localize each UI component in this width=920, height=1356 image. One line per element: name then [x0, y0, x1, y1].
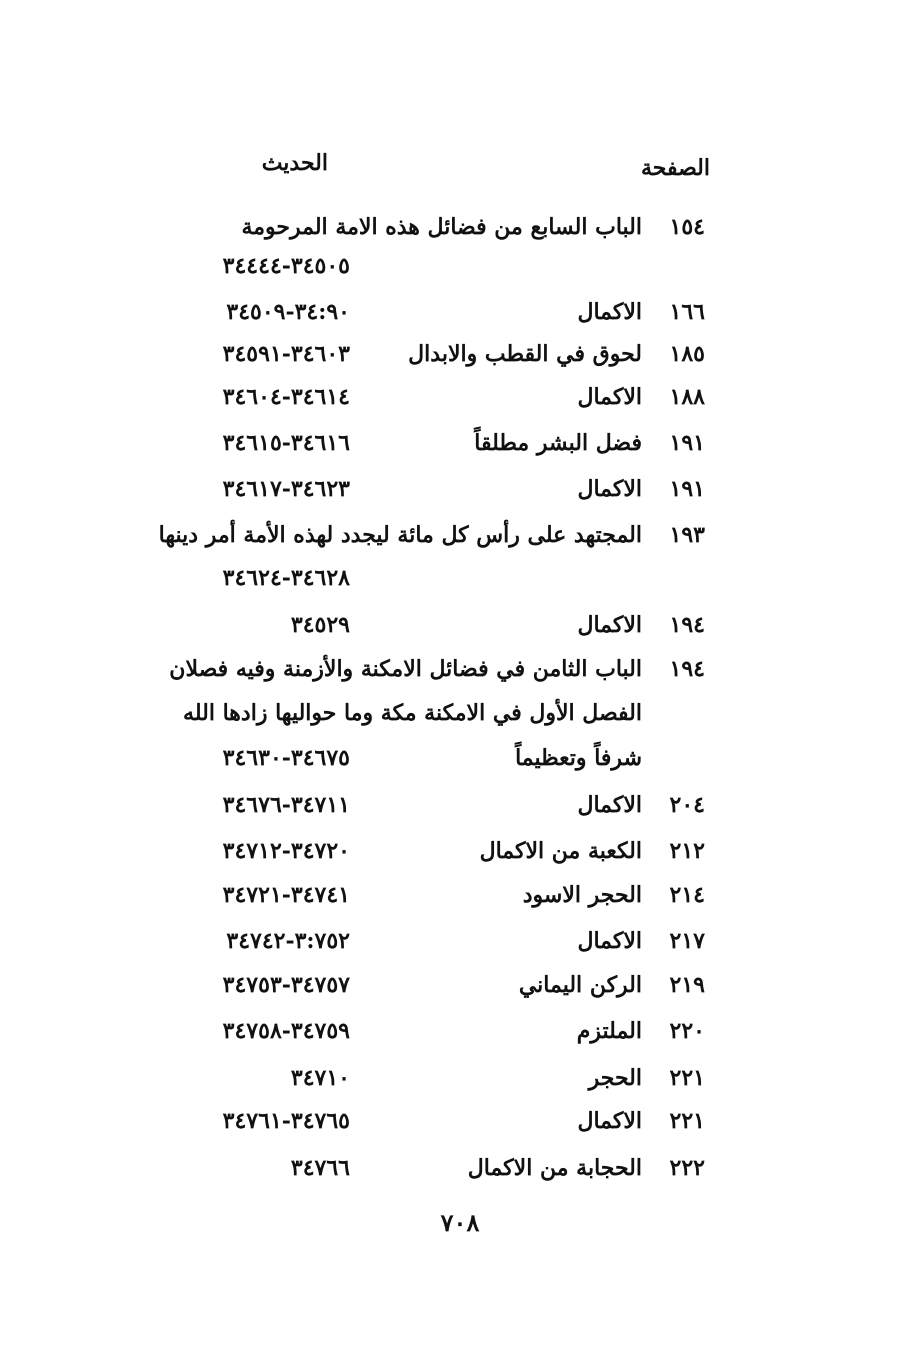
index-row: [0, 207, 920, 247]
row-title: الاكمال: [577, 792, 642, 818]
index-row: [0, 334, 920, 374]
row-hadith-range: ٣٤٥٢٩: [290, 612, 350, 638]
row-title: الاكمال: [577, 1108, 642, 1134]
row-hadith-range: ٣٤٧٥٧-٣٤٧٥٣: [222, 972, 350, 998]
row-page-number: ٢١٢: [669, 838, 705, 864]
row-page-number: ١٦٦: [669, 299, 705, 325]
row-hadith-range: ٣٤٧٦٥-٣٤٧٦١: [222, 1108, 350, 1134]
row-hadith-range: ٣٤:٩٠-٣٤٥٠٩: [226, 299, 350, 325]
row-page-number: ٢٢٢: [669, 1155, 705, 1181]
index-row: [0, 423, 920, 463]
page-column-header: الصفحة: [640, 155, 710, 181]
row-page-number: ٢١٩: [669, 972, 705, 998]
row-page-number: ١٩٤: [669, 612, 705, 638]
row-page-number: ١٨٥: [669, 341, 705, 367]
row-title: الباب السابع من فضائل هذه الامة المرحومة: [241, 214, 642, 240]
row-page-number: ١٩٣: [669, 522, 705, 548]
row-hadith-range: ٣٤٦٧٥-٣٤٦٣٠: [222, 745, 350, 771]
index-row: [0, 292, 920, 332]
row-title: الكعبة من الاكمال: [479, 838, 642, 864]
row-hadith-range: ٣٤٧٥٩-٣٤٧٥٨: [222, 1018, 350, 1044]
row-page-number: ١٩١: [669, 476, 705, 502]
index-row: [0, 1148, 920, 1188]
index-row: [0, 515, 920, 555]
row-hadith-range: ٣٤٦٢٨-٣٤٦٢٤: [222, 565, 350, 591]
index-row: [0, 377, 920, 417]
row-title: الركن اليماني: [518, 972, 642, 998]
row-page-number: ٢١٤: [669, 882, 705, 908]
index-row: [0, 738, 920, 778]
row-page-number: ١٥٤: [669, 214, 705, 240]
hadith-column-header: الحديث: [261, 150, 328, 176]
index-row: [0, 649, 920, 689]
row-title: الحجر: [588, 1065, 642, 1091]
index-row: [0, 831, 920, 871]
row-title: الملتزم: [576, 1018, 642, 1044]
index-row: [0, 693, 920, 733]
row-title: الاكمال: [577, 299, 642, 325]
row-page-number: ٢٢١: [669, 1108, 705, 1134]
row-title: فضل البشر مطلقاً: [474, 430, 642, 456]
row-hadith-range: ٣٤٧١٠: [290, 1065, 350, 1091]
row-hadith-range: ٣٤٧٤١-٣٤٧٢١: [222, 882, 350, 908]
row-page-number: ٢١٧: [669, 928, 705, 954]
index-row: [0, 246, 920, 286]
index-row: [0, 875, 920, 915]
index-row: [0, 469, 920, 509]
row-title: شرفاً وتعظيماً: [515, 745, 642, 771]
index-row: [0, 1058, 920, 1098]
row-page-number: ٢٢١: [669, 1065, 705, 1091]
page-number: ٧٠٨: [440, 1208, 480, 1237]
index-row: [0, 605, 920, 645]
row-hadith-range: ٣٤٥٠٥-٣٤٤٤٤: [222, 253, 350, 279]
index-row: [0, 558, 920, 598]
row-title: الاكمال: [577, 476, 642, 502]
row-hadith-range: ٣٤٦١٤-٣٤٦٠٤: [222, 384, 350, 410]
row-title: لحوق في القطب والابدال: [408, 341, 642, 367]
index-row: [0, 785, 920, 825]
row-title: الفصل الأول في الامكنة مكة وما حواليها زادها الله: [183, 700, 642, 726]
row-page-number: ٢٢٠: [669, 1018, 705, 1044]
row-page-number: ١٨٨: [669, 384, 705, 410]
row-hadith-range: ٣٤٦١٦-٣٤٦١٥: [222, 430, 350, 456]
row-hadith-range: ٣:٧٥٢-٣٤٧٤٢: [226, 928, 350, 954]
row-title: الاكمال: [577, 384, 642, 410]
row-page-number: ٢٠٤: [669, 792, 705, 818]
row-hadith-range: ٣٤٦٠٣-٣٤٥٩١: [222, 341, 350, 367]
index-row: [0, 921, 920, 961]
index-row: [0, 1101, 920, 1141]
row-hadith-range: ٣٤٧١١-٣٤٦٧٦: [222, 792, 350, 818]
row-hadith-range: ٣٤٧٢٠-٣٤٧١٢: [222, 838, 350, 864]
row-page-number: ١٩٤: [669, 656, 705, 682]
row-title: الحجابة من الاكمال: [467, 1155, 642, 1181]
index-row: [0, 965, 920, 1005]
row-hadith-range: ٣٤٦٢٣-٣٤٦١٧: [222, 476, 350, 502]
row-title: المجتهد على رأس كل مائة ليجدد لهذه الأمة أمر دينها: [158, 522, 642, 548]
row-page-number: ١٩١: [669, 430, 705, 456]
row-title: الباب الثامن في فضائل الامكنة والأزمنة وفيه فصلان: [169, 656, 642, 682]
row-title: الاكمال: [577, 928, 642, 954]
row-title: الحجر الاسود: [522, 882, 642, 908]
row-title: الاكمال: [577, 612, 642, 638]
index-row: [0, 1011, 920, 1051]
row-hadith-range: ٣٤٧٦٦: [290, 1155, 350, 1181]
